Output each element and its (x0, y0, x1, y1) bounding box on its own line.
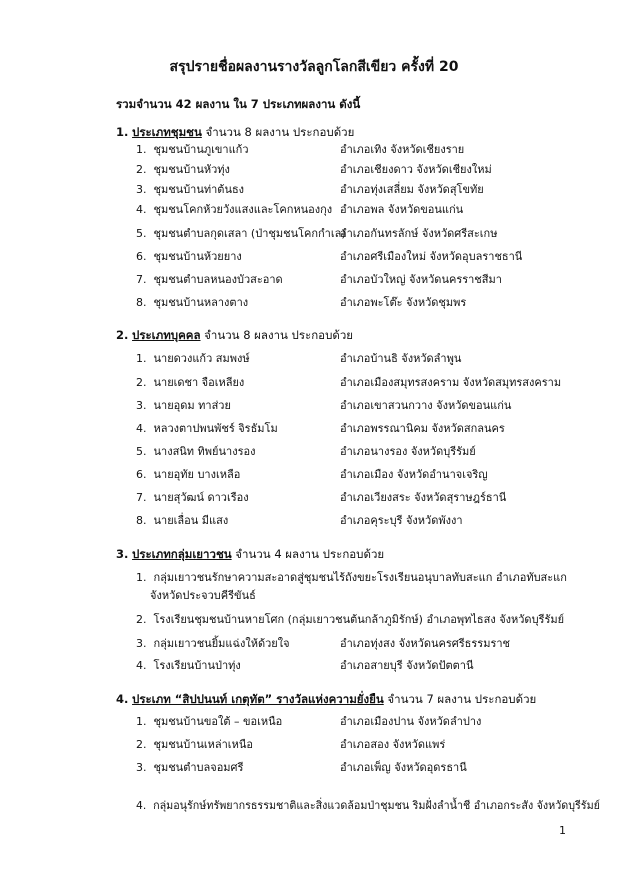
list-item: 4. ชุมชนโคกห้วยวังแสงและโคกหนองกุง (136, 203, 333, 216)
list-item: 3. ชุมชนตำบลจอมศรี (136, 761, 244, 774)
section-number: 4. (116, 692, 129, 706)
section-category: ประเภท “สิปปนนท์ เกตุทัต” รางวัลแห่งความยั่งยืน (132, 692, 384, 706)
item-location: อำเภอทุ่งสง จังหวัดนครศรีธรรมราช (340, 637, 511, 650)
page-title: สรุปรายชื่อผลงานรางวัลลูกโลกสีเขียว ครั้งที่ 20 (169, 59, 459, 75)
section-number: 1. (116, 125, 129, 139)
list-item: 5. ชุมชนตำบลกุดเสลา (ป่าชุมชนโคกกำเล) (136, 227, 346, 240)
item-location: อำเภอพล จังหวัดขอนแก่น (340, 203, 464, 216)
item-location: อำเภอคุระบุรี จังหวัดพังงา (340, 514, 463, 527)
item-location: อำเภอเมือง จังหวัดอำนาจเจริญ (340, 468, 488, 481)
item-location: อำเภอศรีเมืองใหม่ จังหวัดอุบลราชธานี (340, 250, 523, 263)
list-item: 1. ชุมชนบ้านภูเขาแก้ว (136, 143, 249, 156)
section-category: ประเภทบุคคล (132, 328, 201, 342)
list-item: 8. นายเลื่อน มีแสง (136, 514, 229, 527)
item-location: อำเภอทุ่งเสลี่ยม จังหวัดสุโขทัย (340, 183, 484, 196)
list-item: 6. ชุมชนบ้านห้วยยาง (136, 250, 242, 263)
section-category: ประเภทกลุ่มเยาวชน (132, 547, 232, 561)
list-item: 2. โรงเรียนชุมชนบ้านหายโศก (กลุ่มเยาวชนต้นกล้าภูมิรักษ์) อำเภอพุทไธสง จังหวัดบุรีรัมย์ (136, 613, 565, 626)
list-item: 6. นายอุทัย บางเหลือ (136, 468, 241, 481)
list-item: 7. นายสุวัฒน์ ดาวเรือง (136, 491, 249, 504)
item-location: อำเภอเทิง จังหวัดเชียงราย (340, 143, 465, 156)
list-item: 4. หลวงตาปพนพัชร์ จิรธัมโม (136, 422, 278, 435)
item-location: อำเภอสายบุรี จังหวัดปัตตานี (340, 659, 474, 672)
item-location: อำเภอเมืองสมุทรสงคราม จังหวัดสมุทรสงคราม (340, 376, 562, 389)
list-item: 5. นางสนิท ทิพย์นางรอง (136, 445, 256, 458)
section-1-heading (116, 124, 354, 142)
section-count: จำนวน 4 ผลงาน ประกอบด้วย (235, 547, 385, 561)
section-category: ประเภทชุมชน (132, 125, 202, 139)
item-location: อำเภอเวียงสระ จังหวัดสุราษฎร์ธานี (340, 491, 507, 504)
item-location: อำเภอสอง จังหวัดแพร่ (340, 738, 446, 751)
item-location: อำเภอพะโต๊ะ จังหวัดชุมพร (340, 296, 467, 309)
list-item: 4. โรงเรียนบ้านป่าทุ่ง (136, 659, 241, 672)
summary-line: รวมจำนวน 42 ผลงาน ใน 7 ประเภทผลงาน ดังนี้ (116, 97, 361, 111)
list-item: 8. ชุมชนบ้านหลางตาง (136, 296, 249, 309)
list-item: 3. ชุมชนบ้านท่าต้นธง (136, 183, 245, 196)
item-location: อำเภอพรรณานิคม จังหวัดสกลนคร (340, 422, 505, 435)
list-item: 2. ชุมชนบ้านเหล่าเหนือ (136, 738, 253, 751)
item-location: อำเภอกันทรลักษ์ จังหวัดศรีสะเกษ (340, 227, 498, 240)
item-location: อำเภอเมืองปาน จังหวัดลำปาง (340, 715, 482, 728)
page-number: 1 (559, 824, 566, 837)
list-item: 1. กลุ่มเยาวชนรักษาความสะอาดสู่ชุมชนไร้ถังขยะโรงเรียนอนุบาลทับสะแก อำเภอทับสะแก (136, 571, 567, 584)
list-item: 7. ชุมชนตำบลหนองบัวสะอาด (136, 273, 283, 286)
list-item: 3. นายอุดม ทาส่วย (136, 399, 231, 412)
list-item: 2. นายเดชา จือเหลียง (136, 376, 245, 389)
list-item: 4. กลุ่มอนุรักษ์ทรัพยากรธรรมชาติและสิ่งแวดล้อมป่าชุมชน ริมฝั่งลำน้ำชี อำเภอกระสัง จังหวัดบุรีรัมย์ (136, 799, 600, 812)
item-location: อำเภอเขาสวนกวาง จังหวัดขอนแก่น (340, 399, 512, 412)
section-count: จำนวน 8 ผลงาน ประกอบด้วย (204, 328, 354, 342)
item-location: อำเภอบัวใหญ่ จังหวัดนครราชสีมา (340, 273, 502, 286)
item-location: อำเภอเพ็ญ จังหวัดอุดรธานี (340, 761, 467, 774)
section-2-heading (116, 327, 353, 345)
section-4-heading (116, 691, 536, 709)
section-number: 2. (116, 328, 129, 342)
section-3-heading (116, 546, 384, 564)
list-item: 1. นายดวงแก้ว สมพงษ์ (136, 352, 250, 365)
list-item-continuation: จังหวัดประจวบคีรีขันธ์ (150, 589, 256, 602)
item-location: อำเภอบ้านธิ จังหวัดลำพูน (340, 352, 462, 365)
list-item: 1. ชุมชนบ้านขอใต้ – ขอเหนือ (136, 715, 283, 728)
list-item: 3. กลุ่มเยาวชนยิ้มแฉ่งให้ด้วยใจ (136, 637, 290, 650)
item-location: อำเภอนางรอง จังหวัดบุรีรัมย์ (340, 445, 476, 458)
section-count: จำนวน 8 ผลงาน ประกอบด้วย (205, 125, 355, 139)
item-location: อำเภอเชียงดาว จังหวัดเชียงใหม่ (340, 163, 492, 176)
section-count: จำนวน 7 ผลงาน ประกอบด้วย (387, 692, 537, 706)
section-number: 3. (116, 547, 129, 561)
list-item: 2. ชุมชนบ้านหัวทุ่ง (136, 163, 230, 176)
